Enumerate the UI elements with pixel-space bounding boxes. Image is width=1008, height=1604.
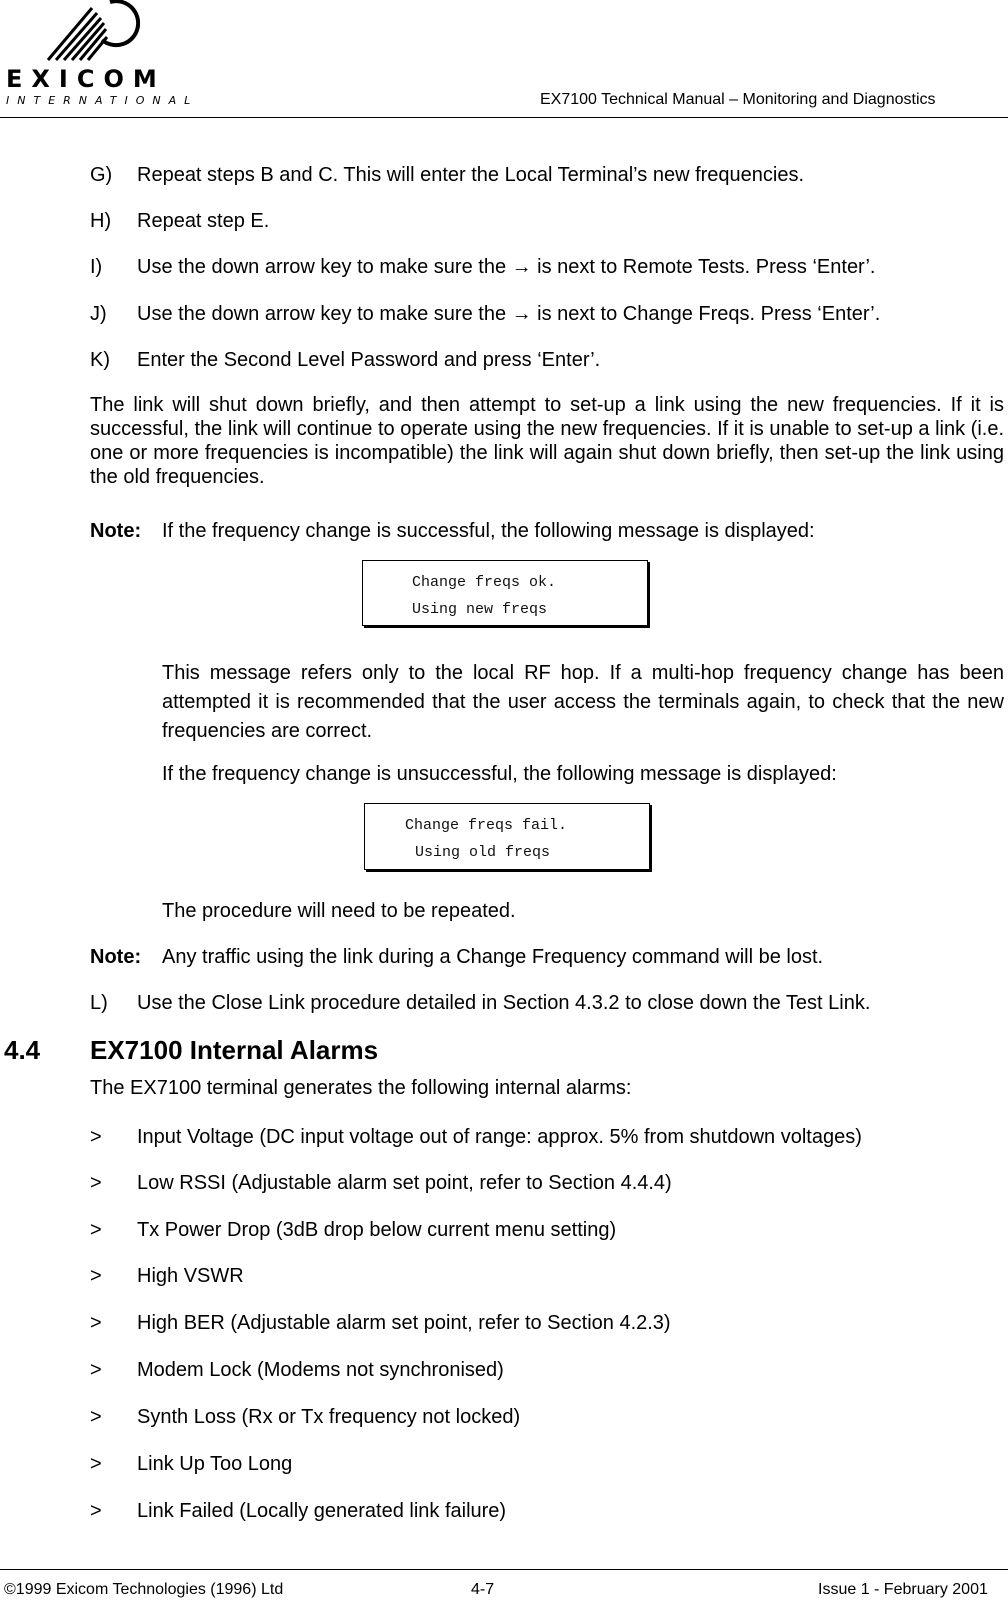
step-text-post: is next to Remote Tests. Press ‘Enter’. [531, 256, 876, 278]
step-text [137, 255, 875, 279]
step-label: K) [90, 349, 110, 371]
list-bullet: > [90, 1172, 102, 1194]
step-text-post: is next to Change Freqs. Press ‘Enter’. [531, 303, 881, 325]
footer-divider [0, 1569, 1008, 1570]
list-item: Synth Loss (Rx or Tx frequency not locked) [137, 1406, 521, 1428]
unsuccessful-text: If the frequency change is unsuccessful, the following message is displayed: [162, 763, 837, 785]
footer-page-number: 4-7 [471, 1581, 495, 1598]
step-text: Use the Close Link procedure detailed in Section 4.3.2 to close down the Test Link. [137, 992, 871, 1014]
section-title: EX7100 Internal Alarms [90, 1035, 379, 1065]
list-bullet: > [90, 1126, 102, 1148]
lcd-display-fail [364, 803, 650, 870]
step-label: G) [90, 164, 113, 186]
list-bullet: > [90, 1265, 102, 1287]
page-title: EX7100 Technical Manual – Monitoring and Diagnostics [540, 91, 936, 108]
step-label: I) [90, 256, 103, 278]
list-item: Link Up Too Long [137, 1453, 293, 1475]
list-bullet: > [90, 1312, 102, 1334]
list-item: Input Voltage (DC input voltage out of range: approx. 5% from shutdown voltages) [137, 1126, 862, 1148]
section-number: 4.4 [4, 1035, 41, 1065]
note-text: If the frequency change is successful, the following message is displayed: [162, 520, 815, 542]
footer-copyright: ©1999 Exicom Technologies (1996) Ltd [4, 1581, 284, 1598]
arrow-icon: → [511, 256, 532, 278]
list-item: Modem Lock (Modems not synchronised) [137, 1359, 504, 1381]
list-item: High VSWR [137, 1265, 244, 1287]
list-bullet: > [90, 1500, 102, 1522]
step-text: Repeat step E. [137, 210, 270, 232]
step-text-pre: Use the down arrow key to make sure the [137, 303, 512, 325]
lcd-line-1: Change freqs ok. [412, 574, 557, 591]
step-text: Enter the Second Level Password and press ‘Enter’. [137, 349, 601, 371]
note-text: Any traffic using the link during a Change Frequency command will be lost. [162, 946, 824, 968]
lcd-line-1: Change freqs fail. [405, 817, 568, 834]
logo-name: EXICOM [6, 65, 166, 93]
step-text-pre: Use the down arrow key to make sure the [137, 256, 512, 278]
repeat-text: The procedure will need to be repeated. [162, 900, 516, 922]
link-behaviour-paragraph: The link will shut down briefly, and then attempt to set-up a link using the new frequencies. If it is successful, the link will continue to operate using the new frequencies. If it is unable to set-up a link (i.e. one or more frequencies is incompatible) the link will again shut down briefly, then set-up the link using the old frequencies. [90, 394, 1004, 488]
lcd-line-2: Using old freqs [415, 844, 551, 861]
exicom-logo-icon [40, 0, 140, 64]
step-text [137, 302, 880, 326]
logo-tagline: INTERNATIONAL [6, 94, 199, 107]
list-item: Low RSSI (Adjustable alarm set point, refer to Section 4.4.4) [137, 1172, 672, 1194]
lcd-line-2: Using new freqs [412, 601, 548, 618]
list-bullet: > [90, 1453, 102, 1475]
header-divider [0, 117, 1008, 118]
list-bullet: > [90, 1359, 102, 1381]
step-label: L) [90, 992, 108, 1014]
rf-hop-paragraph: This message refers only to the local RF hop. If a multi-hop frequency change has been attempted it is recommended that the user access the terminals again, to check that the new frequencies are correct. [162, 662, 1004, 742]
list-bullet: > [90, 1406, 102, 1428]
note-label: Note: [90, 520, 142, 542]
step-label: J) [90, 303, 107, 325]
alarms-intro: The EX7100 terminal generates the following internal alarms: [90, 1077, 632, 1099]
list-bullet: > [90, 1219, 102, 1241]
lcd-display-success [362, 560, 648, 626]
note-label: Note: [90, 946, 142, 968]
step-label: H) [90, 210, 112, 232]
footer-issue: Issue 1 - February 2001 [818, 1581, 988, 1598]
list-item: Tx Power Drop (3dB drop below current menu setting) [137, 1219, 617, 1241]
arrow-icon: → [511, 303, 532, 325]
list-item: Link Failed (Locally generated link failure) [137, 1500, 507, 1522]
list-item: High BER (Adjustable alarm set point, refer to Section 4.2.3) [137, 1312, 671, 1334]
step-text: Repeat steps B and C. This will enter the Local Terminal’s new frequencies. [137, 164, 805, 186]
